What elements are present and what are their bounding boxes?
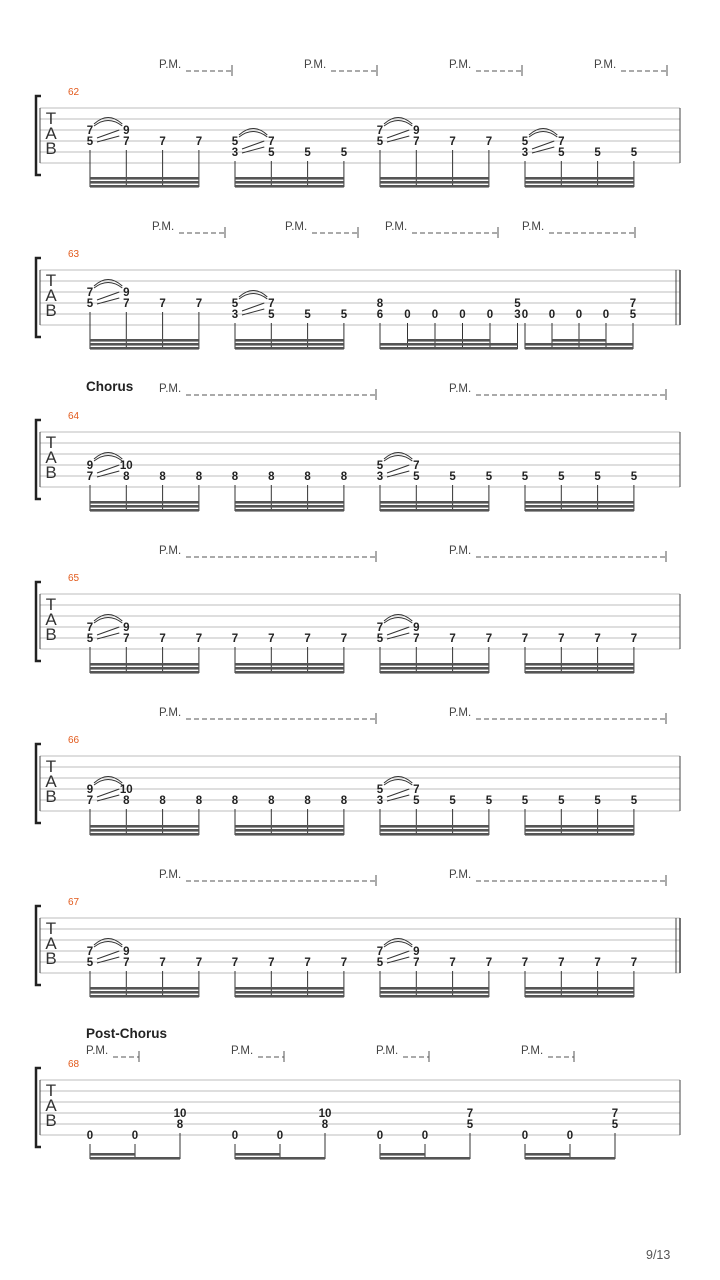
slur-arc-inner [94,618,122,624]
beam [380,181,489,184]
fret-number: 7 [413,633,420,645]
fret-number: 5 [466,1119,474,1131]
fret-number: 9 [123,125,130,137]
tab-system-68 [36,1026,680,1160]
fret-number: 5 [413,471,420,483]
beam [235,833,344,836]
tab-system-66 [36,707,680,836]
palm-mute-label: P.M. [521,1045,544,1057]
palm-mute-label: P.M. [86,1045,109,1057]
fret-number: 5 [485,795,493,807]
beam [525,995,634,998]
fret-number: 7 [159,957,166,969]
beam [90,339,199,342]
fret-number: 5 [231,136,239,148]
measure-number: 64 [68,411,80,422]
fret-number: 0 [421,1130,429,1142]
palm-mute-label: P.M. [231,1045,254,1057]
fret-number: 7 [594,633,601,645]
beam [380,177,489,180]
fret-number: 5 [521,136,529,148]
beam [90,501,199,504]
fret-number: 0 [131,1130,139,1142]
measure-number: 62 [68,87,80,98]
beam [235,1157,325,1160]
fret-number: 7 [195,633,203,645]
beam [380,501,489,504]
fret-number: 5 [376,460,384,472]
beam [235,343,344,346]
fret-number: 0 [521,1130,529,1142]
beam [380,185,489,188]
fret-number: 7 [231,957,239,969]
beam [380,667,489,670]
slur-arc-inner [384,618,412,624]
fret-number: 5 [485,471,493,483]
fret-number: 8 [376,298,384,310]
beam [380,509,489,512]
beam [525,1153,570,1156]
fret-number: 7 [159,298,166,310]
fret-number: 0 [404,309,411,321]
beam [380,833,489,836]
fret-number: 5 [611,1119,619,1131]
fret-number: 3 [514,309,521,321]
fret-number: 8 [304,795,311,807]
fret-number: 7 [86,287,94,299]
fret-number: 9 [123,287,130,299]
fret-number: 7 [123,957,130,969]
beam [235,667,344,670]
fret-number: 3 [521,147,529,159]
fret-number: 0 [459,309,466,321]
tab-clef-letter: B [45,301,57,320]
fret-number: 7 [159,633,166,645]
fret-number: 0 [276,1130,284,1142]
tab-clef-letter: B [45,139,57,158]
fret-number: 10 [173,1108,187,1120]
fret-number: 7 [521,957,529,969]
fret-number: 9 [413,946,420,958]
beam [380,829,489,832]
fret-number: 5 [231,298,239,310]
fret-number: 7 [86,622,94,634]
fret-number: 8 [195,795,203,807]
fret-number: 0 [521,309,529,321]
beam [380,505,489,508]
fret-number: 7 [558,957,565,969]
palm-mute-label: P.M. [522,221,545,233]
fret-number: 3 [231,147,239,159]
beam [90,343,199,346]
fret-number: 5 [268,309,275,321]
fret-number: 9 [123,946,130,958]
tab-system-63 [36,221,680,350]
tab-clef-letter: A [45,934,57,953]
fret-number: 7 [449,957,456,969]
tab-system-67 [36,869,680,998]
tab-clef-letter: T [45,109,57,128]
tab-clef-letter: A [45,286,57,305]
tab-clef-letter: B [45,1111,57,1130]
beam [525,825,634,828]
fret-number: 5 [594,471,601,483]
fret-number: 7 [485,136,493,148]
beam [235,995,344,998]
beam [380,663,489,666]
fret-number: 0 [575,309,583,321]
tab-clef-letter: A [45,1096,57,1115]
beam [90,505,199,508]
fret-number: 5 [558,471,565,483]
beam [90,825,199,828]
fret-number: 8 [340,795,348,807]
fret-number: 9 [123,622,130,634]
fret-number: 0 [231,1130,239,1142]
slur-arc-inner [94,780,122,786]
tab-clef-letter: T [45,919,57,938]
beam [380,825,489,828]
measure-number: 68 [68,1059,80,1070]
fret-number: 9 [413,622,420,634]
fret-number: 7 [630,957,638,969]
beam [525,991,634,994]
fret-number: 5 [376,957,384,969]
fret-number: 5 [521,471,529,483]
tab-clef-letter: T [45,433,57,452]
palm-mute-label: P.M. [449,383,472,395]
fret-number: 7 [159,136,166,148]
beam [525,1157,615,1160]
beam [235,501,344,504]
beam [380,1157,470,1160]
beam [525,347,633,350]
slur-arc-inner [384,942,412,948]
palm-mute-label: P.M. [159,545,182,557]
fret-number: 7 [86,795,94,807]
beam [525,185,634,188]
fret-number: 7 [340,633,348,645]
tab-clef-letter: A [45,772,57,791]
beam [525,509,634,512]
fret-number: 5 [304,309,311,321]
fret-number: 5 [86,633,94,645]
beam [90,667,199,670]
fret-number: 0 [548,309,556,321]
fret-number: 7 [268,298,275,310]
beam [525,501,634,504]
fret-number: 7 [268,136,275,148]
tab-clef-letter: A [45,448,57,467]
tab-clef-letter: B [45,463,57,482]
slur-arc-inner [94,456,122,462]
fret-number: 5 [630,147,638,159]
fret-number: 7 [268,633,275,645]
fret-number: 7 [86,946,94,958]
beam [90,347,199,350]
fret-number: 5 [594,147,601,159]
fret-number: 7 [86,471,94,483]
fret-number: 5 [558,795,565,807]
fret-number: 8 [195,471,203,483]
slur-arc-inner [529,132,557,138]
fret-number: 8 [231,795,239,807]
fret-number: 9 [86,784,94,796]
palm-mute-label: P.M. [159,59,182,71]
fret-number: 8 [340,471,348,483]
beam [235,177,344,180]
beam [380,671,489,674]
palm-mute-label: P.M. [159,707,182,719]
fret-number: 5 [594,795,601,807]
fret-number: 7 [413,460,420,472]
beam [235,347,344,350]
beam [525,343,633,346]
beam [235,185,344,188]
beam [380,995,489,998]
beam [552,339,606,342]
fret-number: 7 [449,136,456,148]
fret-number: 7 [123,298,130,310]
fret-number: 5 [558,147,565,159]
beam [90,509,199,512]
slur-arc-inner [239,294,267,300]
beam [90,987,199,990]
beam [235,991,344,994]
beam [525,177,634,180]
beam [90,181,199,184]
palm-mute-label: P.M. [385,221,408,233]
fret-number: 5 [340,147,348,159]
fret-number: 10 [119,460,133,472]
fret-number: 7 [195,957,203,969]
tab-clef-letter: B [45,949,57,968]
beam [235,509,344,512]
fret-number: 7 [611,1108,619,1120]
fret-number: 7 [466,1108,474,1120]
fret-number: 8 [268,471,275,483]
fret-number: 7 [304,957,311,969]
fret-number: 7 [376,946,384,958]
fret-number: 5 [340,309,348,321]
palm-mute-label: P.M. [376,1045,399,1057]
tab-clef-letter: T [45,757,57,776]
fret-number: 5 [514,298,521,310]
fret-number: 5 [630,795,638,807]
fret-number: 5 [376,136,384,148]
beam [525,667,634,670]
fret-number: 5 [376,633,384,645]
fret-number: 5 [413,795,420,807]
section-label: Post-Chorus [86,1026,167,1041]
fret-number: 0 [566,1130,574,1142]
fret-number: 5 [86,136,94,148]
fret-number: 7 [413,957,420,969]
fret-number: 8 [268,795,275,807]
fret-number: 7 [376,622,384,634]
measure-number: 63 [68,249,80,260]
measure-number: 65 [68,573,80,584]
fret-number: 5 [86,957,94,969]
fret-number: 5 [629,309,637,321]
fret-number: 5 [268,147,275,159]
beam [90,1157,180,1160]
fret-number: 5 [449,795,456,807]
fret-number: 7 [304,633,311,645]
fret-number: 5 [304,147,311,159]
fret-number: 8 [123,795,130,807]
beam [380,1153,425,1156]
tab-clef-letter: T [45,595,57,614]
fret-number: 10 [119,784,133,796]
beam [90,991,199,994]
slur-arc-inner [239,132,267,138]
palm-mute-label: P.M. [159,869,182,881]
fret-number: 5 [630,471,638,483]
beam [525,181,634,184]
palm-mute-label: P.M. [594,59,617,71]
fret-number: 6 [376,309,384,321]
beam [90,177,199,180]
palm-mute-label: P.M. [159,383,182,395]
palm-mute-label: P.M. [449,59,472,71]
fret-number: 0 [431,309,439,321]
beam [525,663,634,666]
fret-number: 5 [376,784,384,796]
fret-number: 7 [594,957,601,969]
fret-number: 7 [558,136,565,148]
fret-number: 5 [86,298,94,310]
beam [90,829,199,832]
beam [235,181,344,184]
beam [525,987,634,990]
beam [235,1153,280,1156]
slur-arc-inner [384,456,412,462]
fret-number: 8 [159,795,166,807]
beam [90,671,199,674]
palm-mute-label: P.M. [285,221,308,233]
tab-system-64 [36,379,680,512]
fret-number: 3 [231,309,239,321]
measure-number: 66 [68,735,80,746]
slur-arc-inner [94,283,122,289]
beam [90,185,199,188]
beam [90,663,199,666]
tab-clef-letter: B [45,787,57,806]
slur-arc-inner [384,780,412,786]
fret-number: 8 [159,471,166,483]
beam [525,833,634,836]
fret-number: 7 [558,633,565,645]
beam [235,671,344,674]
fret-number: 8 [123,471,130,483]
fret-number: 8 [304,471,311,483]
slur-arc-inner [94,942,122,948]
beam [235,825,344,828]
fret-number: 7 [340,957,348,969]
fret-number: 7 [231,633,239,645]
palm-mute-label: P.M. [449,869,472,881]
fret-number: 7 [123,633,130,645]
fret-number: 7 [123,136,130,148]
beam [235,339,344,342]
beam [235,829,344,832]
fret-number: 7 [195,298,203,310]
beam [90,1153,135,1156]
fret-number: 7 [86,125,94,137]
fret-number: 0 [376,1130,384,1142]
fret-number: 0 [602,309,610,321]
fret-number: 9 [413,125,420,137]
beam [525,829,634,832]
fret-number: 7 [521,633,529,645]
beam [525,671,634,674]
tab-system-62 [36,59,680,188]
tab-system-65 [36,545,680,674]
page-number: 9/13 [646,1248,671,1262]
beam [90,833,199,836]
fret-number: 7 [268,957,275,969]
fret-number: 7 [195,136,203,148]
fret-number: 0 [486,309,494,321]
section-label: Chorus [86,379,134,394]
palm-mute-label: P.M. [304,59,327,71]
fret-number: 7 [485,633,493,645]
fret-number: 3 [376,471,384,483]
fret-number: 8 [231,471,239,483]
beam [380,347,518,350]
beam [90,995,199,998]
fret-number: 8 [321,1119,329,1131]
palm-mute-label: P.M. [449,707,472,719]
fret-number: 5 [521,795,529,807]
beam [380,343,518,346]
fret-number: 7 [629,298,637,310]
fret-number: 3 [376,795,384,807]
tab-clef-letter: T [45,1081,57,1100]
tab-clef-letter: A [45,124,57,143]
beam [380,991,489,994]
fret-number: 7 [413,784,420,796]
fret-number: 7 [630,633,638,645]
measure-number: 67 [68,897,80,908]
fret-number: 7 [449,633,456,645]
slur-arc-inner [94,121,122,127]
fret-number: 7 [485,957,493,969]
fret-number: 7 [413,136,420,148]
fret-number: 7 [376,125,384,137]
fret-number: 10 [318,1108,332,1120]
tab-clef-letter: B [45,625,57,644]
beam [525,505,634,508]
palm-mute-label: P.M. [449,545,472,557]
beam [235,663,344,666]
fret-number: 8 [176,1119,184,1131]
fret-number: 0 [86,1130,94,1142]
beam [408,339,491,342]
beam [380,987,489,990]
tab-clef-letter: A [45,610,57,629]
beam [235,987,344,990]
beam [235,505,344,508]
slur-arc-inner [384,121,412,127]
palm-mute-label: P.M. [152,221,175,233]
tab-clef-letter: T [45,271,57,290]
fret-number: 9 [86,460,94,472]
fret-number: 5 [449,471,456,483]
